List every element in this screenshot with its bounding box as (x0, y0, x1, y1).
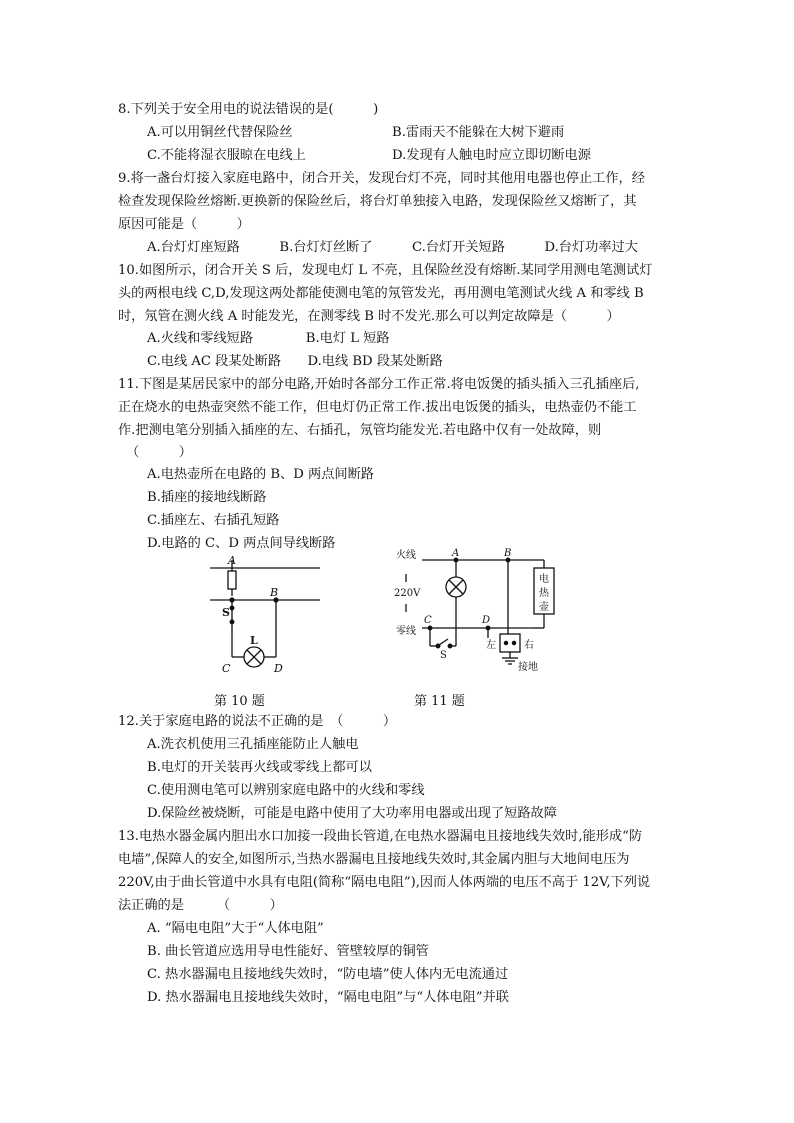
q12-option-c: C.使用测电笔可以辨别家庭电路中的火线和零线 (147, 783, 425, 798)
q8-option-b: B.雷雨天不能躲在大树下避雨 (392, 125, 565, 140)
socket-icon (500, 634, 520, 652)
q13-line-4: 法正确的是 （ ） (118, 898, 283, 913)
q12-stem: 12.关于家庭电路的说法不正确的是 （ ） (118, 714, 397, 729)
figure-q10-circuit (196, 556, 326, 676)
q11-line-3: 作.把测电笔分别插入插座的左、右插孔，氖管均能发光.若电路中仅有一处故障，则 (118, 423, 602, 438)
figure-caption-q11: 第 11 题 (414, 694, 465, 709)
q13-option-a: A. “隔电电阻”大于“人体电阻” (147, 921, 324, 936)
q11-option-c: C.插座左、右插孔短路 (147, 513, 280, 528)
q11-option-b: B.插座的接地线断路 (147, 490, 267, 505)
figure-q11-circuit (392, 546, 572, 676)
q10-options-line-1: A.火线和零线短路 B.电灯 L 短路 (147, 331, 390, 346)
q10-line-2: 头的两根电线 C,D,发现这两处都能使测电笔的氖管发光，再用测电笔测试火线 A 和零线 B (118, 286, 644, 301)
q11-option-a: A.电热壶所在电路的 B、D 两点间断路 (147, 467, 374, 482)
label-c: C (222, 662, 231, 675)
q13-line-1: 13.电热水器金属内胆出水口加接一段曲长管道,在电热水器漏电且接地线失效时,能形成“防 (118, 829, 643, 844)
q13-line-2: 电墙”,保障人的安全,如图所示,当热水器漏电且接地线失效时,其金属内胆与大地间电压为 (118, 852, 630, 867)
q13-line-3: 220V,由于曲长管道中水具有电阻(简称“隔电电阻”),因而人体两端的电压不高于 12V,下列说 (118, 875, 651, 890)
q9-options: A.台灯灯座短路 B.台灯灯丝断了 C.台灯开关短路 D.台灯功率过大 (147, 240, 638, 255)
q12-option-b: B.电灯的开关装再火线或零线上都可以 (147, 760, 372, 775)
label-220v: 220V (394, 588, 421, 599)
label-a: A (228, 556, 236, 567)
figure-caption-q10: 第 10 题 (214, 694, 265, 709)
q11-line-1: 11.下图是某居民家中的部分电路,开始时各部分工作正常.将电饭煲的插头插入三孔插座后, (118, 377, 640, 392)
q11-line-2: 正在烧水的电热壶突然不能工作，但电灯仍正常工作.拔出电饭煲的插头，电热壶仍不能工 (118, 400, 637, 415)
q12-option-d: D.保险丝被烧断，可能是电路中使用了大功率用电器或出现了短路故障 (147, 806, 557, 821)
q13-option-b: B. 曲长管道应选用导电性能好、管壁较厚的铜管 (147, 944, 429, 959)
label-s: S (222, 606, 230, 619)
label-ground: 接地 (518, 662, 538, 673)
label-right: 右 (524, 640, 534, 651)
label-l: L (250, 634, 258, 647)
label-b: B (504, 548, 512, 559)
q10-line-3: 时，氖管在测火线 A 时能发光，在测零线 B 时不发光.那么可以判定故障是（ ） (118, 309, 620, 324)
label-c: C (424, 615, 432, 626)
q9-line-1: 9.将一盏台灯接入家庭电路中，闭合开关，发现台灯不亮，同时其他用电器也停止工作，经 (118, 171, 645, 186)
q10-options-line-2: C.电线 AC 段某处断路 D.电线 BD 段某处断路 (147, 354, 443, 369)
q13-option-d: D. 热水器漏电且接地线失效时，“隔电电阻”与“人体电阻”并联 (147, 990, 509, 1005)
q9-line-2: 检查发现保险丝熔断.更换新的保险丝后，将台灯单独接入电路，发现保险丝又熔断了，其 (118, 194, 637, 209)
label-d: D (482, 615, 491, 626)
q13-option-c: C. 热水器漏电且接地线失效时，“防电墙”使人体内无电流通过 (147, 967, 509, 982)
label-kettle-3: 壶 (539, 602, 549, 613)
label-left: 左 (486, 640, 496, 651)
q8-option-d: D.发现有人触电时应立即切断电源 (392, 148, 591, 163)
q9-line-3: 原因可能是（ ） (118, 217, 250, 232)
label-neutral: 零线 (396, 626, 416, 637)
label-kettle-1: 电 (539, 574, 549, 585)
label-a: A (452, 548, 460, 559)
q11-option-d: D.电路的 C、D 两点间导线断路 (147, 536, 336, 551)
label-kettle-2: 热 (539, 588, 549, 599)
label-live: 火线 (396, 550, 416, 561)
q10-line-1: 10.如图所示，闭合开关 S 后，发现电灯 L 不亮，且保险丝没有熔断.某同学用测电笔测试灯 (118, 263, 653, 278)
q8-option-a: A.可以用铜丝代替保险丝 (147, 125, 293, 140)
q12-option-a: A.洗衣机使用三孔插座能防止人触电 (147, 737, 359, 752)
q11-line-4: （ ） (126, 445, 192, 460)
label-b: B (270, 586, 279, 599)
fuse (228, 571, 236, 589)
label-d: D (274, 662, 283, 675)
q8-option-c: C.不能将湿衣服晾在电线上 (147, 148, 306, 163)
label-s: S (440, 650, 447, 661)
q8-stem: 8.下列关于安全用电的说法错误的是( ) (118, 102, 379, 117)
